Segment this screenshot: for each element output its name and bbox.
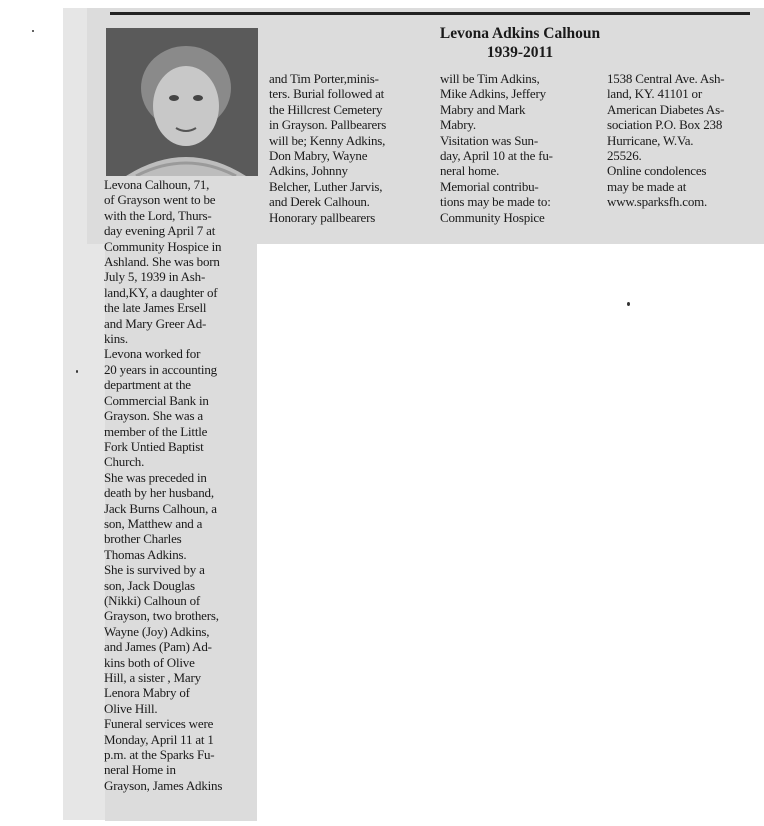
paragraph: Funeral services were Monday, April 11 at 1 p.m. at the Sparks Fu- neral Home in Grayson, James Adkins xyxy=(104,716,223,793)
dust-speck xyxy=(627,302,630,306)
paragraph: and Tim Porter,minis- ters. Burial followed at the Hillcrest Cemetery in Grayson. Pallbearers will be; Kenny Adkins, Don Mabry, Wayne Adkins, Johnny Belcher, Luther Jarvis, and Derek Calhoun. Honorary pallbearers xyxy=(269,71,387,225)
text-column-3 xyxy=(440,71,598,225)
portrait-image xyxy=(106,28,258,176)
paragraph: Online condolences may be made at www.sparksfh.com. xyxy=(607,163,708,210)
paragraph: She was preceded in death by her husband, Jack Burns Calhoun, a son, Matthew and a brother Charles Thomas Adkins. xyxy=(104,469,217,562)
obituary-years: 1939-2011 xyxy=(486,44,554,61)
paragraph: Memorial contribu- tions may be made to: Community Hospice xyxy=(440,178,551,225)
paragraph: 1538 Central Ave. Ash- land, KY. 41101 or American Diabetes As- sociation P.O. Box 238 Hurricane, W.Va. 25526. xyxy=(607,71,725,164)
obituary-name: Levona Adkins Calhoun xyxy=(439,25,601,42)
text-column-4 xyxy=(607,71,759,210)
paragraph: Levona Calhoun, 71, of Grayson went to be with the Lord, Thurs- day evening April 7 at Community Hospice in Ashland. She was born July 5, 1939 in Ash- land,KY, a daughter of the late James Ersell and Mary Greer Ad- kins. xyxy=(104,177,222,347)
obituary-heading xyxy=(405,24,635,62)
paragraph: She is survived by a son, Jack Douglas (Nikki) Calhoun of Grayson, two brothers, Wayne (Joy) Adkins, and James (Pam) Ad- kins both of Olive Hill, a sister , Mary Lenora Mabry of Olive Hill. xyxy=(104,562,219,716)
paragraph: Levona worked for 20 years in accounting department at the Commercial Bank in Grayson. She was a member of the Little Fork Untied Baptist Church. xyxy=(104,346,217,470)
dust-speck xyxy=(76,370,78,373)
paragraph: Visitation was Sun- day, April 10 at the fu- neral home. xyxy=(440,132,553,179)
paragraph: will be Tim Adkins, Mike Adkins, Jeffery Mabry and Mark Mabry. xyxy=(440,71,546,133)
rule-line xyxy=(110,12,750,15)
portrait-photo xyxy=(106,28,258,176)
text-column-1 xyxy=(104,177,258,793)
dust-speck xyxy=(32,30,34,32)
text-column-2 xyxy=(269,71,429,225)
